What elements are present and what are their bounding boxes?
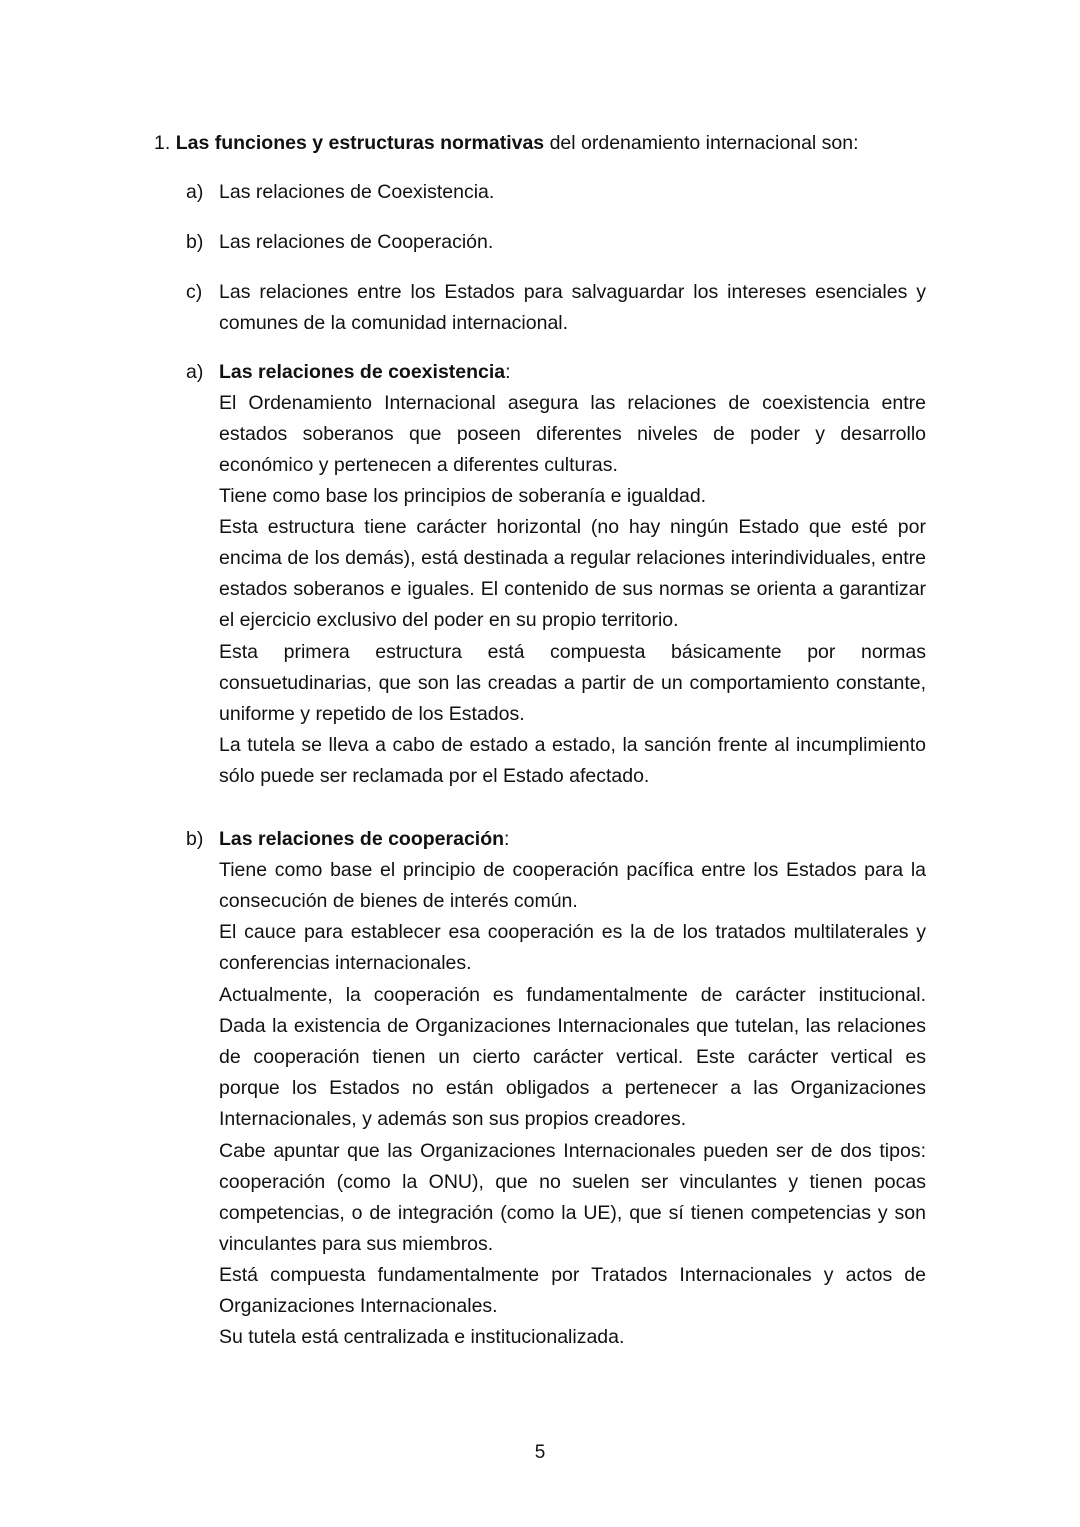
- section-b-line-5: Actualmente, la cooperación es fundamentalmente de carácter institucional.: [219, 984, 926, 1006]
- section-a-line-1: El Ordenamiento Internacional asegura las relaciones de coexistencia entre: [219, 392, 926, 414]
- question-title-rest: del ordenamiento internacional son:: [544, 132, 859, 154]
- section-a-line-11: uniforme y repetido de los Estados.: [219, 703, 525, 725]
- section-a-line-9: Esta primera estructura está compuesta básicamente por normas: [219, 641, 926, 663]
- section-a-line-6: encima de los demás), está destinada a regular relaciones interindividuales, entre: [219, 547, 926, 569]
- section-a-heading: Las relaciones de coexistencia: [219, 361, 506, 383]
- option-b-text: Las relaciones de Cooperación.: [219, 231, 494, 253]
- option-c-line-2: comunes de la comunidad internacional.: [219, 312, 569, 334]
- section-b-line-12: competencias, o de integración (como la UE), que sí tienen competencias y son: [219, 1202, 926, 1224]
- option-c-marker: c): [186, 281, 203, 303]
- question-title-bold: Las funciones y estructuras normativas: [175, 132, 545, 154]
- section-b-marker: b): [186, 828, 204, 850]
- section-b-line-6: Dada la existencia de Organizaciones Internacionales que tutelan, las relaciones: [219, 1015, 926, 1037]
- section-b-line-4: conferencias internacionales.: [219, 952, 472, 974]
- section-b-line-15: Organizaciones Internacionales.: [219, 1295, 498, 1317]
- option-a-marker: a): [186, 181, 204, 203]
- section-b-heading: Las relaciones de cooperación: [219, 828, 505, 850]
- section-a-marker: a): [186, 361, 204, 383]
- section-b-line-13: vinculantes para sus miembros.: [219, 1233, 494, 1255]
- section-a-line-13: sólo puede ser reclamada por el Estado afectado.: [219, 765, 650, 787]
- section-a-line-8: el ejercicio exclusivo del poder en su propio territorio.: [219, 609, 679, 631]
- section-b-line-9: Internacionales, y además son sus propios creadores.: [219, 1108, 687, 1130]
- question-number: 1.: [154, 132, 171, 154]
- section-a-line-12: La tutela se lleva a cabo de estado a estado, la sanción frente al incumplimiento: [219, 734, 926, 756]
- section-b-heading-line: [219, 824, 509, 855]
- section-b-line-10: Cabe apuntar que las Organizaciones Internacionales pueden ser de dos tipos:: [219, 1140, 926, 1162]
- section-b-line-8: porque los Estados no están obligados a pertenecer a las Organizaciones: [219, 1077, 926, 1099]
- section-a-line-7: estados soberanos e iguales. El contenido de sus normas se orienta a garantizar: [219, 578, 926, 600]
- section-b-line-1: Tiene como base el principio de cooperación pacífica entre los Estados para la: [219, 859, 926, 881]
- question-heading: [154, 128, 859, 159]
- section-b-line-11: cooperación (como la ONU), que no suelen ser vinculantes y tienen pocas: [219, 1171, 926, 1193]
- section-a-line-3: económico y pertenecen a diferentes culturas.: [219, 454, 618, 476]
- section-a-heading-line: [219, 357, 511, 388]
- option-a-text: Las relaciones de Coexistencia.: [219, 181, 495, 203]
- section-a-line-4: Tiene como base los principios de soberanía e igualdad.: [219, 485, 707, 507]
- option-c-line-1: Las relaciones entre los Estados para salvaguardar los intereses esenciales y: [219, 281, 926, 303]
- section-b-line-7: de cooperación tienen un cierto carácter vertical. Este carácter vertical es: [219, 1046, 926, 1068]
- page-number: 5: [534, 1442, 546, 1463]
- section-b-line-3: El cauce para establecer esa cooperación es la de los tratados multilaterales y: [219, 921, 926, 943]
- section-a-line-5: Esta estructura tiene carácter horizontal (no hay ningún Estado que esté por: [219, 516, 926, 538]
- section-a-line-10: consuetudinarias, que son las creadas a partir de un comportamiento constante,: [219, 672, 926, 694]
- option-b-marker: b): [186, 231, 204, 253]
- section-b-line-16: Su tutela está centralizada e institucionalizada.: [219, 1326, 625, 1348]
- section-b-colon: :: [504, 828, 510, 850]
- section-a-colon: :: [505, 361, 511, 383]
- section-a-line-2: estados soberanos que poseen diferentes niveles de poder y desarrollo: [219, 423, 926, 445]
- section-b-line-14: Está compuesta fundamentalmente por Tratados Internacionales y actos de: [219, 1264, 926, 1286]
- section-b-line-2: consecución de bienes de interés común.: [219, 890, 578, 912]
